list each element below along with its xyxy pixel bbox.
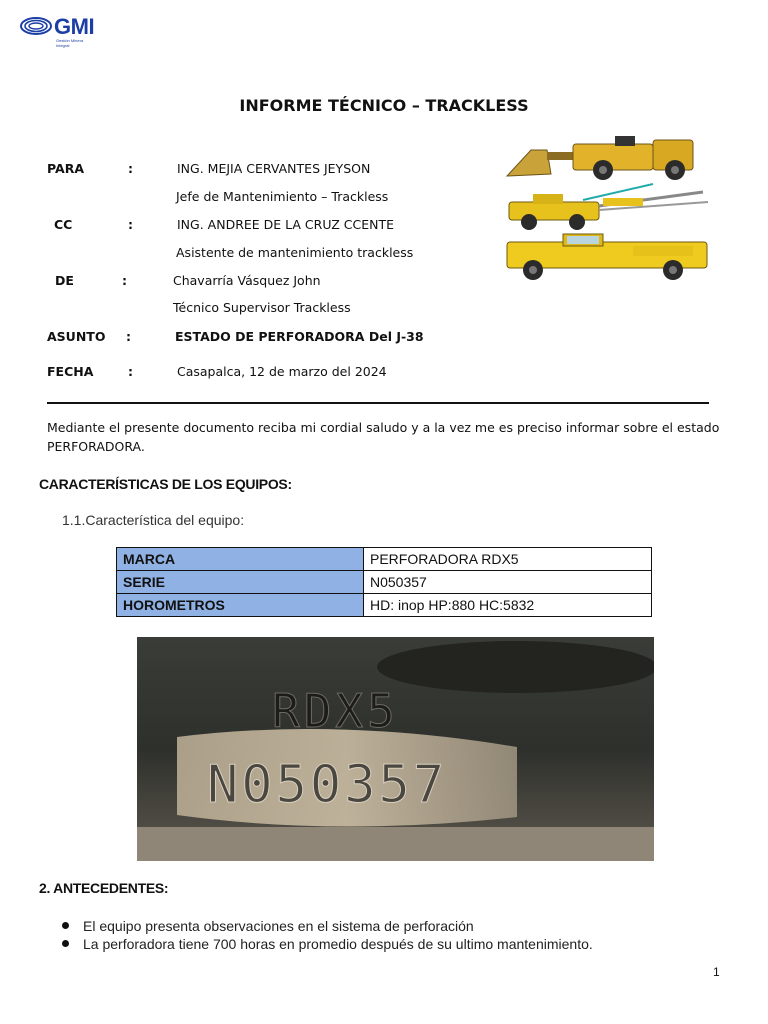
bullet-icon <box>62 940 69 947</box>
de-name: Chavarría Vásquez John <box>173 273 321 288</box>
cc-sep: : <box>128 217 133 232</box>
logo-text: GMI <box>54 14 95 39</box>
de-role: Técnico Supervisor Trackless <box>173 300 351 315</box>
asunto-key: ASUNTO <box>47 329 106 344</box>
de-key: DE <box>55 273 74 288</box>
spec-value: HD: inop HP:880 HC:5832 <box>364 594 652 617</box>
stamp-serial-text: N050357 <box>207 755 448 815</box>
bullet-icon <box>62 922 69 929</box>
spec-value: PERFORADORA RDX5 <box>364 548 652 571</box>
table-row <box>117 548 652 571</box>
company-logo <box>20 14 110 50</box>
para-role: Jefe de Mantenimiento – Trackless <box>176 189 389 204</box>
table-row <box>117 594 652 617</box>
intro-paragraph: Mediante el presente documento reciba mi cordial saludo y a la vez me es preciso informar sobre el estado PERFORADORA. <box>47 420 720 454</box>
para-sep: : <box>128 161 133 176</box>
table-row <box>117 571 652 594</box>
asunto-sep: : <box>126 329 131 344</box>
serial-photo-image <box>137 637 654 861</box>
document-title: INFORME TÉCNICO – TRACKLESS <box>239 96 529 115</box>
section-2-title: 2. ANTECEDENTES: <box>39 880 169 896</box>
stamp-model-text: RDX5 <box>272 684 399 738</box>
logo-subtext: Gestión Minera Integral <box>56 38 84 48</box>
equipment-spec-table <box>116 547 652 617</box>
spec-value: N050357 <box>364 571 652 594</box>
section-1-1-title: 1.1.Característica del equipo: <box>62 512 245 528</box>
fecha-key: FECHA <box>47 364 94 379</box>
utility-truck-icon <box>507 234 707 280</box>
asunto-value: ESTADO DE PERFORADORA Del J-38 <box>175 329 424 344</box>
cc-role: Asistente de mantenimiento trackless <box>176 245 414 260</box>
cc-key: CC <box>54 217 73 232</box>
para-key: PARA <box>47 161 84 176</box>
section-1-title: CARACTERÍSTICAS DE LOS EQUIPOS: <box>39 476 292 492</box>
jumbo-drill-icon <box>509 184 708 230</box>
list-item: El equipo presenta observaciones en el sistema de perforación <box>62 918 474 934</box>
logo-swoosh-icon <box>20 17 52 35</box>
spec-label: SERIE <box>117 571 364 594</box>
spec-label: MARCA <box>117 548 364 571</box>
para-name: ING. MEJIA CERVANTES JEYSON <box>177 161 371 176</box>
page-number: 1 <box>713 965 720 979</box>
list-item: La perforadora tiene 700 horas en promedio después de su ultimo mantenimiento. <box>62 936 593 952</box>
header-divider <box>47 402 709 404</box>
spec-label: HOROMETROS <box>117 594 364 617</box>
trackless-machines-image <box>503 136 715 282</box>
serial-number-photo <box>137 637 654 861</box>
loader-icon <box>507 136 693 180</box>
de-sep: : <box>122 273 127 288</box>
fecha-sep: : <box>128 364 133 379</box>
fecha-value: Casapalca, 12 de marzo del 2024 <box>177 364 387 379</box>
cc-name: ING. ANDREE DE LA CRUZ CCENTE <box>177 217 395 232</box>
